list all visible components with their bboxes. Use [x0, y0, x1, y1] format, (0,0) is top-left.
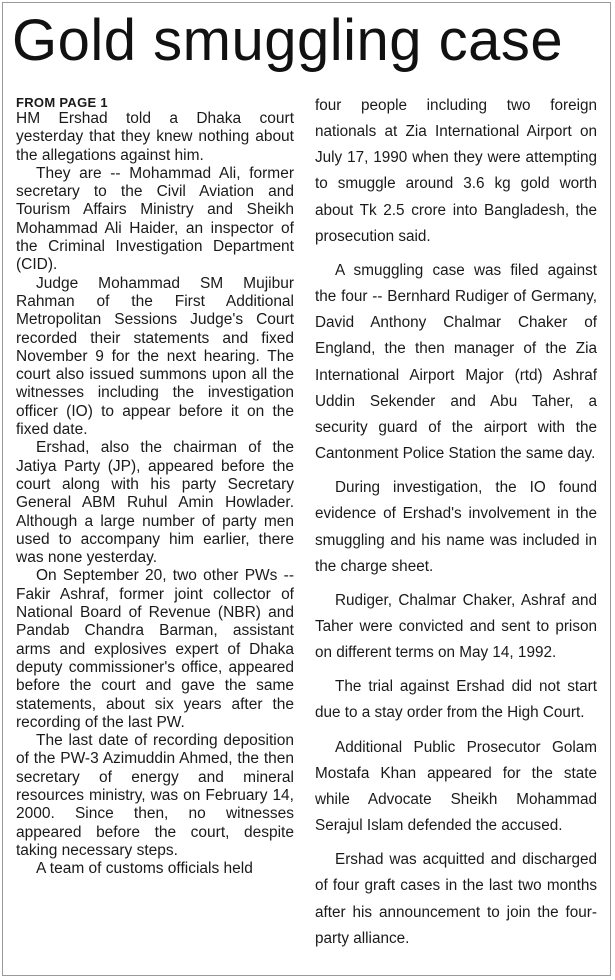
body-paragraph: The last date of recording deposition of the PW-3 Azimuddin Ahmed, the then secretary of energy and mineral resources ministry, was on February 14, 2000. Since then, no witnesses appeared before the court, despite taking necessary steps. — [16, 732, 294, 859]
body-paragraph: HM Ershad told a Dhaka court yesterday that they knew nothing about the allegations against him. — [16, 110, 294, 164]
article-column-right — [315, 93, 597, 960]
body-paragraph: four people including two foreign nationals at Zia International Airport on July 17, 1990 when they were attempting to smuggle around 3.6 kg gold worth about Tk 2.5 crore into Bangladesh, the prosecution said. — [315, 97, 597, 245]
body-paragraph: Ershad, also the chairman of the Jatiya Party (JP), appeared before the court along with his party Secretary General ABM Ruhul Amin Howlader. Although a large number of party men used to accompany him earlier, there was none yesterday. — [16, 439, 294, 567]
body-paragraph: On September 20, two other PWs -- Fakir Ashraf, former joint collector of National Board of Revenue (NBR) and Pandab Chandra Barman, assistant arms and explosives expert of Dhaka deputy commissioner's office, appeared before the court and gave the same statements, about six years after the recording of the last PW. — [16, 567, 294, 731]
body-paragraph: Ershad was acquitted and discharged of four graft cases in the last two months after his announcement to join the four-party alliance. — [315, 851, 597, 947]
body-paragraph: They are -- Mohammad Ali, former secretary to the Civil Aviation and Tourism Affairs Ministry and Sheikh Mohammad Ali Haider, an inspector of the Criminal Investigation Department (CID). — [16, 164, 294, 274]
body-paragraph: Judge Mohammad SM Mujibur Rahman of the First Additional Metropolitan Sessions Judge's Court recorded their statements and fixed November 9 for the next hearing. The court also issued summons upon all the witnesses including the investigation officer (IO) to appear before it on the fixed date. — [16, 274, 294, 439]
continuation-kicker: FROM PAGE 1 — [16, 95, 108, 110]
body-paragraph: The trial against Ershad did not start due to a stay order from the High Court. — [315, 678, 597, 722]
body-paragraph: Additional Public Prosecutor Golam Mostafa Khan appeared for the state while Advocate Sheikh Mohammad Serajul Islam defended the accused. — [315, 738, 597, 835]
article-column-left — [16, 96, 294, 878]
article-headline: Gold smuggling case — [12, 8, 564, 73]
body-paragraph: Rudiger, Chalmar Chaker, Ashraf and Taher were convicted and sent to prison on different terms on May 14, 1992. — [315, 591, 597, 662]
body-paragraph: During investigation, the IO found evidence of Ershad's involvement in the smuggling and his name was included in the charge sheet. — [315, 479, 597, 575]
body-paragraph: A team of customs officials held — [36, 860, 253, 878]
body-paragraph: A smuggling case was filed against the four -- Bernhard Rudiger of Germany, David Anthony Chalmar Chaker of England, the then manager of the Zia International Airport Major (rtd) Ashraf Uddin Sekender and Abu Taher, a security guard of the airport with the Cantonment Police Station the same day. — [315, 261, 597, 463]
